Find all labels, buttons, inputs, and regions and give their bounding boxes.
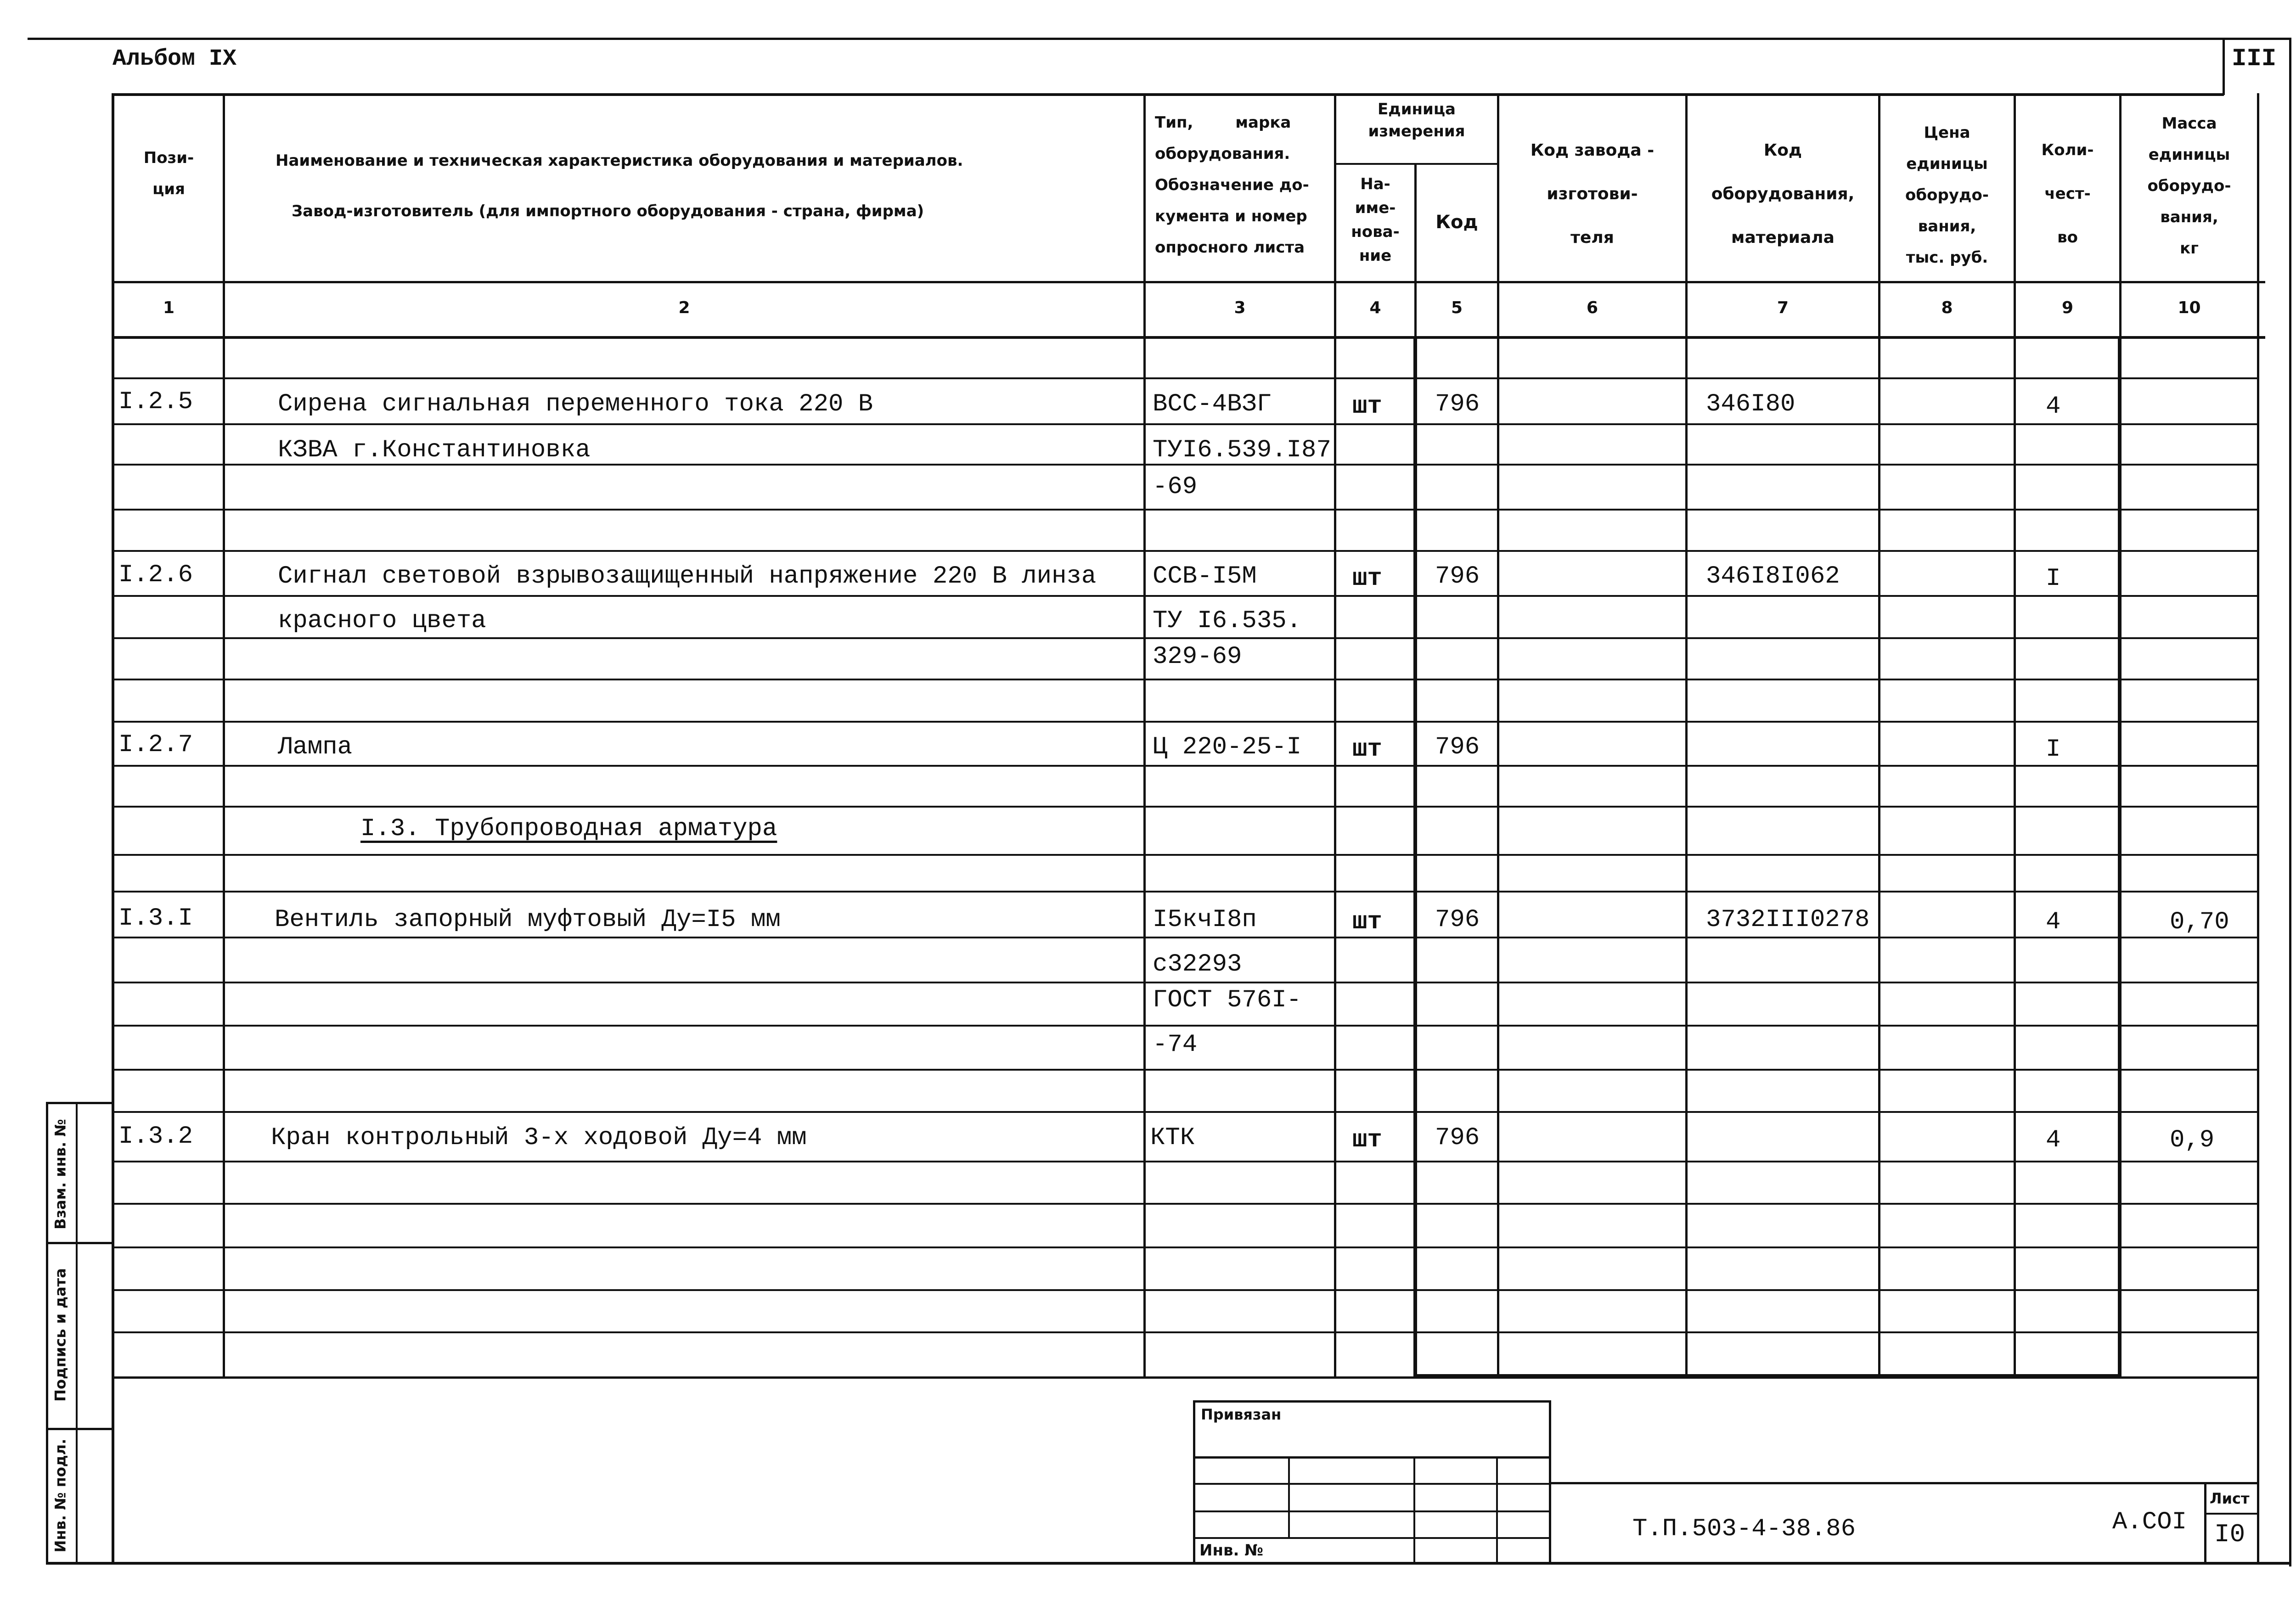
- colnum-8: 8: [1941, 298, 1953, 317]
- row2-equip-code: 346I8I062: [1706, 562, 1840, 590]
- row4-name-line1: Вентиль запорный муфтовый Ду=I5 мм: [275, 906, 781, 934]
- header-unit-group: Единица измерения: [1368, 100, 1465, 140]
- sheet-box-left: [2204, 1483, 2206, 1563]
- docblock-top: [1551, 1482, 2258, 1484]
- row5-type-line1: КТК: [1150, 1124, 1195, 1152]
- row-rule-13: [112, 891, 2258, 893]
- row-rule-14: [112, 937, 2258, 938]
- vline-2-3: [1143, 93, 1146, 1379]
- colnum-4: 4: [1369, 298, 1381, 317]
- row5-mass: 0,9: [2170, 1126, 2215, 1154]
- row5-unit: шт: [1352, 1126, 1382, 1154]
- row4-code: 796: [1435, 906, 1480, 934]
- row2-type-line3: 329-69: [1153, 643, 1242, 671]
- stamp-vline-3: [1496, 1456, 1498, 1563]
- row-rule-8: [112, 679, 2258, 680]
- row4-qty: 4: [2046, 908, 2061, 936]
- vline-6-7: [1685, 93, 1688, 1379]
- row2-name-line1: Сигнал световой взрывозащищенный напряжение 220 В линза: [278, 562, 1097, 590]
- header-position: Пози- ция: [143, 149, 194, 198]
- row-rule-23: [112, 1331, 2258, 1333]
- header-type: Тип, марка оборудования. Обозначение до- кумента и номер опросного листа: [1155, 113, 1309, 257]
- row4-unit: шт: [1352, 908, 1382, 936]
- row5-position: I.3.2: [118, 1123, 193, 1151]
- row2-type-line1: ССВ-I5М: [1153, 562, 1257, 590]
- stamp-vline-2: [1413, 1456, 1415, 1563]
- colnum-5: 5: [1451, 298, 1463, 317]
- colnum-10: 10: [2178, 298, 2201, 317]
- row1-type-line2: ТУI6.539.I87: [1153, 436, 1331, 464]
- row1-name-line2: КЗВА г.Константиновка: [278, 436, 591, 464]
- page-number: III: [2232, 45, 2277, 73]
- thick-vline-9-10: [2118, 337, 2122, 1379]
- row1-equip-code: 346I80: [1706, 390, 1795, 418]
- row-rule-17: [112, 1069, 2258, 1071]
- row3-type-line1: Ц 220-25-I: [1153, 733, 1302, 761]
- side-strip-top: [46, 1102, 113, 1104]
- header-equipment-code: Код оборудования, материала: [1711, 141, 1855, 247]
- stamp-tied-label: Привязан: [1201, 1406, 1282, 1423]
- side-strip-mid: [76, 1102, 78, 1563]
- row4-type-line2: с32293: [1153, 950, 1242, 978]
- row4-equip-code: 3732III0278: [1706, 906, 1870, 934]
- row-rule-11: [112, 806, 2258, 808]
- album-label: Альбом IX: [113, 46, 237, 72]
- stamp-vline-1: [1288, 1456, 1290, 1539]
- colnum-3: 3: [1234, 298, 1246, 317]
- sheet-label: Лист: [2210, 1490, 2250, 1507]
- stamp-inv-label: Инв. №: [1199, 1541, 1264, 1560]
- row3-name-line1: Лампа: [278, 733, 353, 761]
- frame-left-table: [112, 94, 114, 1563]
- sheet-code: А.COI: [2112, 1508, 2187, 1536]
- row-rule-5: [112, 550, 2258, 552]
- page-number-box-left: [2223, 38, 2225, 95]
- section-title: I.3. Трубопроводная арматура: [360, 815, 777, 843]
- doc-code: Т.П.503-4-38.86: [1632, 1515, 1856, 1543]
- colnum-9: 9: [2061, 298, 2074, 317]
- top-rule: [28, 38, 2291, 40]
- vline-3-4: [1334, 93, 1336, 1379]
- vline-1-2: [223, 93, 225, 1379]
- row-rule-20: [112, 1203, 2258, 1205]
- colnum-1: 1: [163, 298, 175, 317]
- row2-code: 796: [1435, 562, 1480, 590]
- row-rule-15: [112, 982, 2258, 983]
- vline-5-6: [1497, 93, 1499, 1379]
- row-rule-1: [112, 377, 2258, 379]
- row4-type-line1: I5кчI8п: [1153, 906, 1257, 934]
- row3-code: 796: [1435, 733, 1480, 761]
- header-bottom-line: [112, 281, 2265, 283]
- row1-type-line3: -69: [1153, 473, 1198, 501]
- header-price: Цена единицы оборудо- вания, тыс. руб.: [1905, 124, 1989, 267]
- side-label-replace-inv: Взам. инв. №: [51, 1119, 69, 1229]
- colnum-7: 7: [1777, 298, 1789, 317]
- vline-8-9: [2014, 93, 2016, 1379]
- row2-type-line2: ТУ I6.535.: [1153, 607, 1302, 635]
- row-rule-16: [112, 1025, 2258, 1027]
- row2-name-line2: красного цвета: [278, 607, 486, 635]
- frame-right: [2289, 38, 2291, 1566]
- row-rule-6: [112, 595, 2258, 597]
- vline-7-8: [1878, 93, 1880, 1379]
- sheet-box-mid: [2204, 1513, 2259, 1515]
- table-bottom-line: [112, 1376, 2258, 1379]
- row1-unit: шт: [1352, 393, 1382, 421]
- row-rule-10: [112, 765, 2258, 767]
- row-rule-7: [112, 637, 2258, 639]
- row2-qty: I: [2046, 565, 2061, 593]
- row5-qty: 4: [2046, 1126, 2061, 1154]
- row2-position: I.2.6: [118, 561, 193, 589]
- row-rule-19: [112, 1161, 2258, 1162]
- frame-bottom: [46, 1562, 2291, 1565]
- vline-right: [2257, 93, 2259, 1562]
- colnum-2: 2: [678, 298, 690, 317]
- row-rule-22: [112, 1289, 2258, 1291]
- table-top-line: [112, 93, 2224, 96]
- row-rule-4: [112, 509, 2258, 511]
- row-rule-18: [112, 1111, 2258, 1113]
- row1-code: 796: [1435, 390, 1480, 418]
- colnum-bottom-line: [112, 336, 2265, 339]
- row5-name-line1: Кран контрольный 3-х ходовой Ду=4 мм: [271, 1124, 807, 1152]
- header-unit-code: Код: [1435, 212, 1478, 233]
- header-unit-name: На- име- нова- ние: [1351, 175, 1400, 265]
- row5-code: 796: [1435, 1124, 1480, 1152]
- sheet-number: I0: [2214, 1520, 2245, 1549]
- row4-type-line4: -74: [1153, 1031, 1198, 1059]
- colnum-6: 6: [1586, 298, 1598, 317]
- side-strip-left: [46, 1102, 48, 1563]
- row1-position: I.2.5: [118, 388, 193, 416]
- header-factory-code: Код завода - изготови- теля: [1530, 141, 1654, 247]
- unit-group-line: [1334, 163, 1499, 165]
- side-label-inv-orig: Инв. № подл.: [51, 1438, 69, 1553]
- row1-type-line1: ВСС-4ВЗГ: [1153, 390, 1272, 418]
- header-quantity: Коли- чест- во: [2041, 141, 2094, 247]
- row-rule-21: [112, 1246, 2258, 1248]
- row4-mass: 0,70: [2170, 908, 2229, 936]
- row-rule-2: [112, 423, 2258, 425]
- row4-position: I.3.I: [118, 904, 193, 932]
- row3-position: I.2.7: [118, 731, 193, 759]
- row4-type-line3: ГОСТ 576I-: [1153, 986, 1302, 1014]
- row-rule-9: [112, 721, 2258, 723]
- header-mass: Масса единицы оборудо- вания, кг: [2147, 114, 2231, 258]
- row-rule-12: [112, 854, 2258, 856]
- row2-unit: шт: [1352, 565, 1382, 593]
- row3-unit: шт: [1352, 735, 1382, 764]
- thick-vline-4-5: [1413, 337, 1417, 1379]
- row1-qty: 4: [2046, 393, 2061, 421]
- header-name: Наименование и техническая характеристика оборудования и материалов. Завод-изготовитель (для импортного оборудования - страна, фирма): [276, 152, 963, 220]
- row1-name-line1: Сирена сигнальная переменного тока 220 В: [278, 390, 873, 418]
- stamp-outer-top: [1193, 1400, 1551, 1403]
- row3-qty: I: [2046, 735, 2061, 764]
- side-label-sign-date: Подпись и дата: [51, 1268, 69, 1402]
